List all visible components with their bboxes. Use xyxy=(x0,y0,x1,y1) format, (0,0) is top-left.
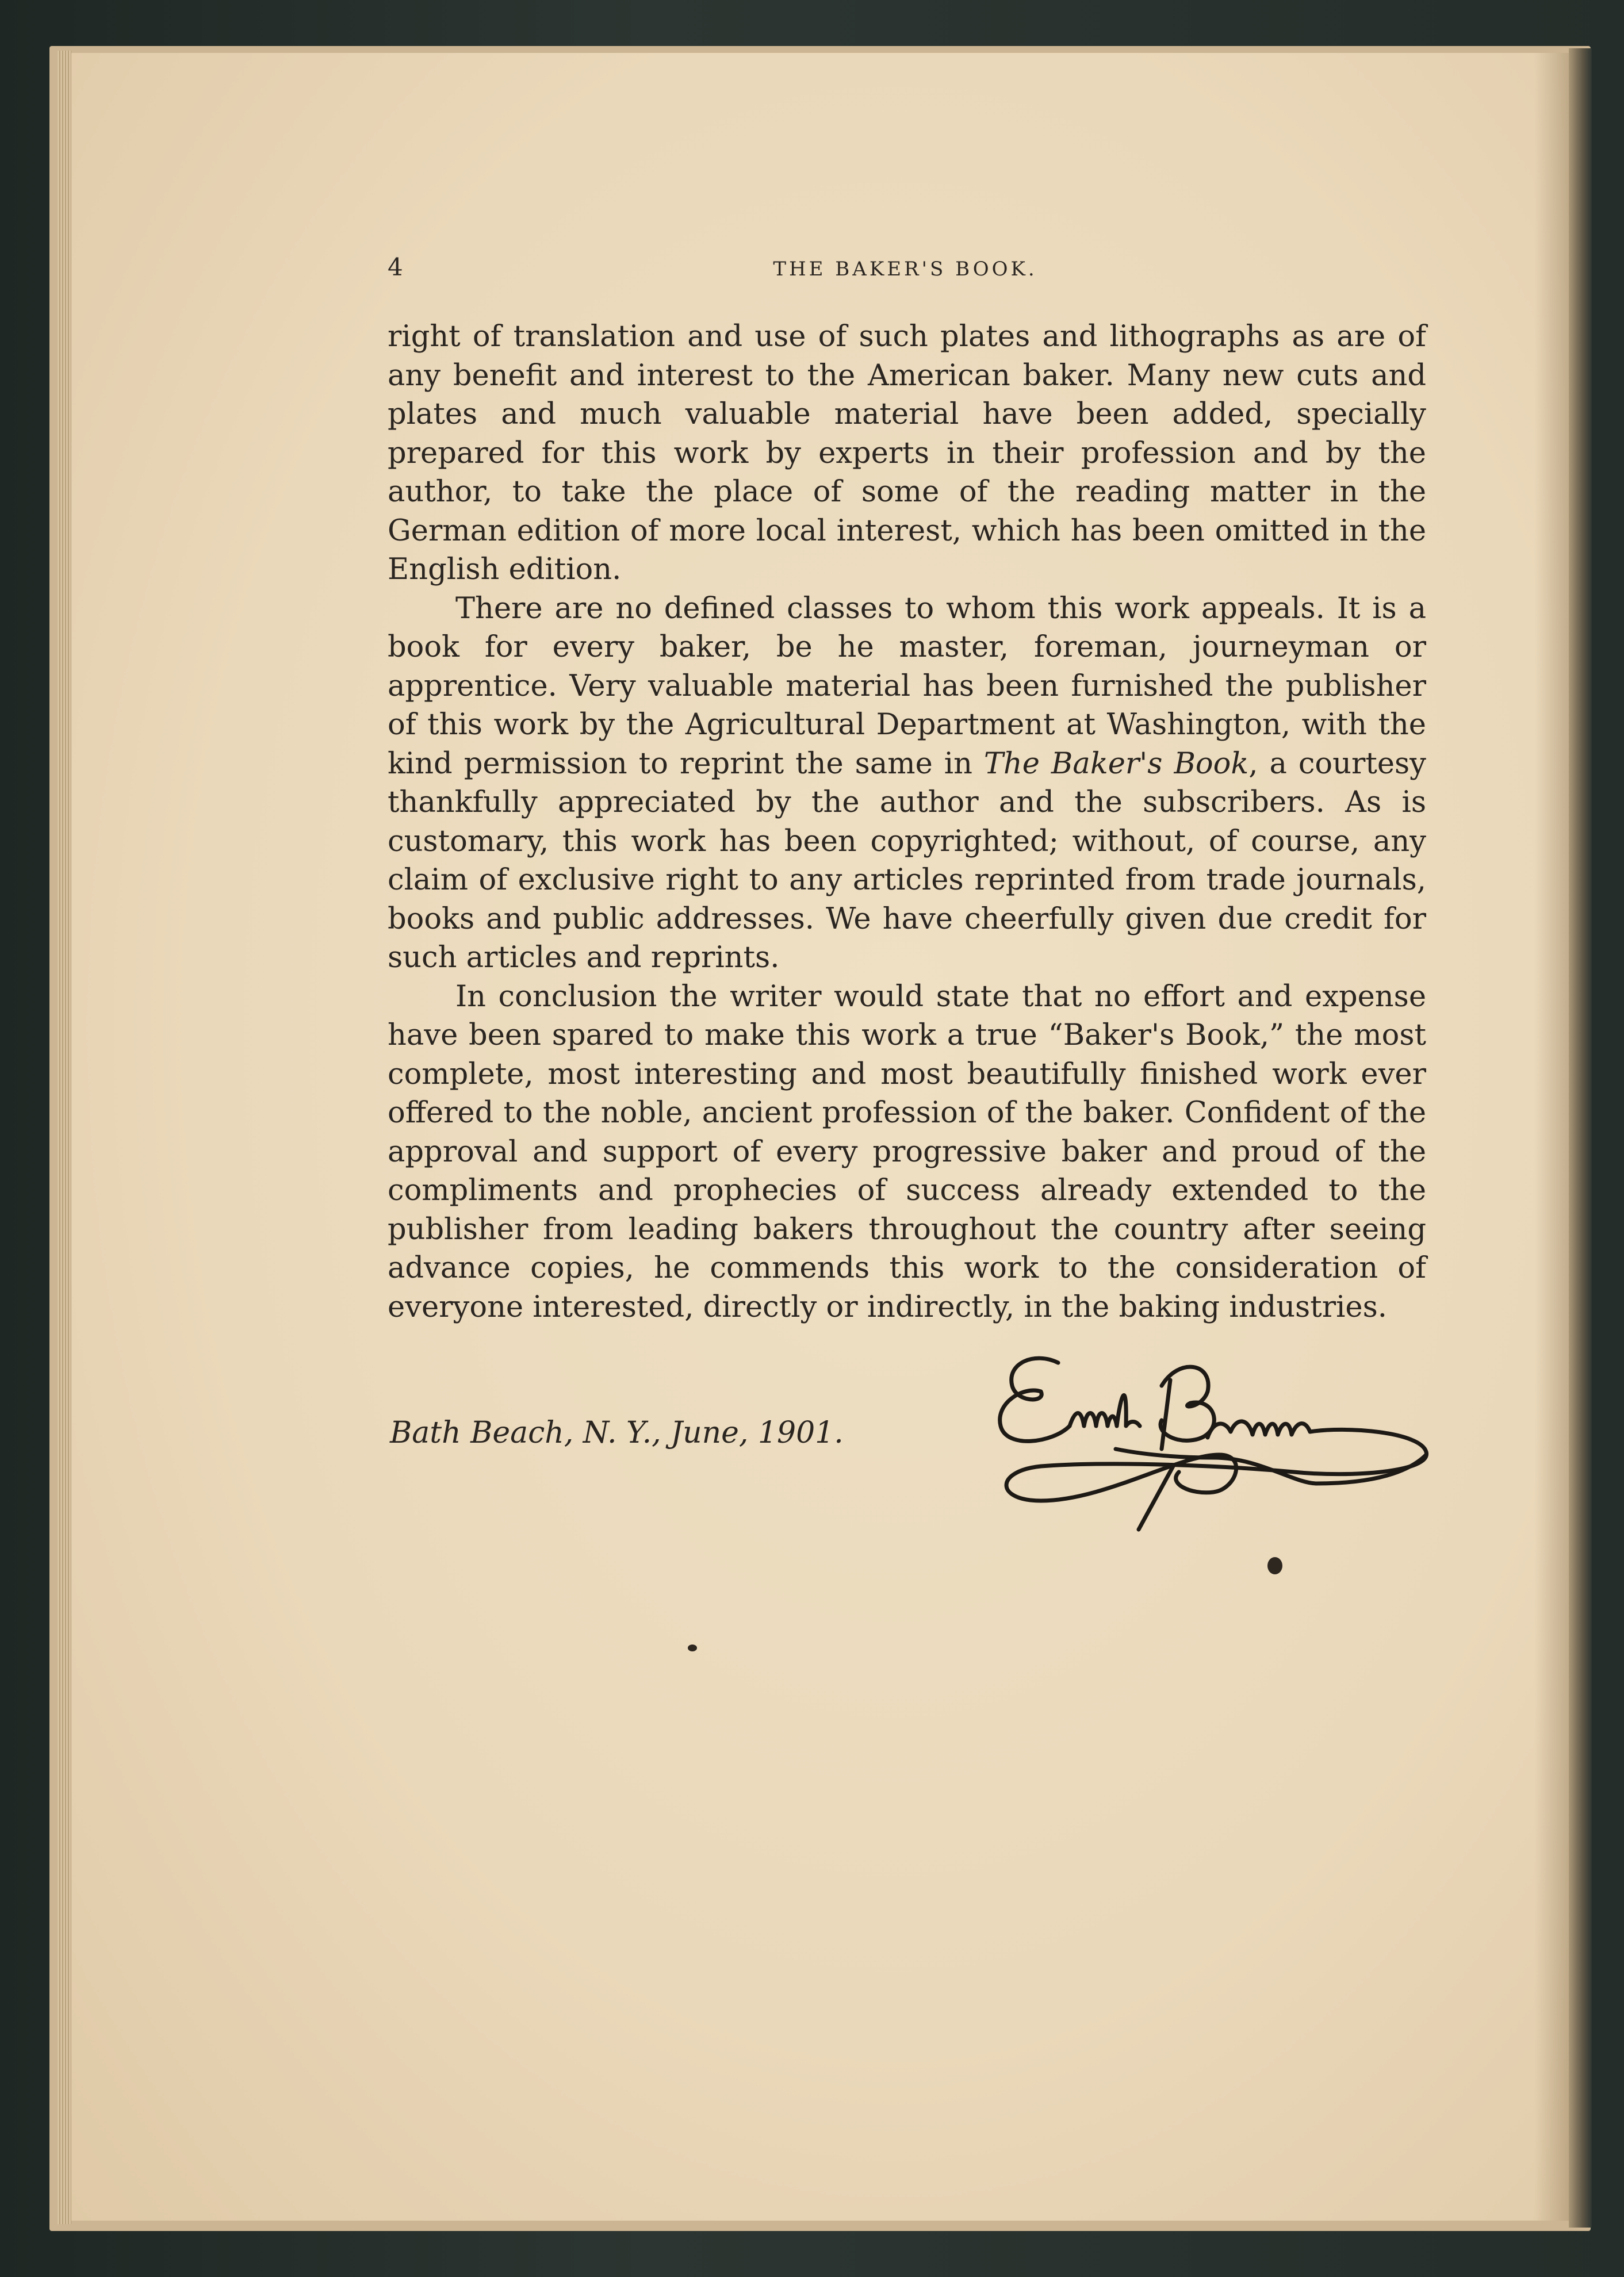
ink-spot xyxy=(688,1644,697,1651)
body-text xyxy=(388,317,1426,1327)
dateline: Bath Beach, N. Y., June, 1901. xyxy=(390,1416,844,1450)
paragraph-1: right of translation and use of such plates and lithographs as are of any benefit and interest to the American baker. Many new cuts and plates and much valuable material have been added, specially prepared for this work by experts in their profession and by the author, to take the place of some of the reading matter in the German edition of more local interest, which has been omitted in the English edition. xyxy=(388,320,1426,586)
page-header xyxy=(388,253,1423,288)
page-gutter xyxy=(1534,53,1569,2221)
paragraph-3: In conclusion the writer would state that no effort and expense have been spared to make this work a true “Baker's Book,” the most complete, most interesting and most beautifully finished work ever offered to the noble, ancient profession of the baker. Confident of the approval and support of every progressive baker and proud of the compliments and prophecies of success already extended to the publisher from leading bakers throughout the country after seeing advance copies, he commends this work to the consideration of everyone interested, directly or indirectly, in the baking industries. xyxy=(388,979,1426,1324)
paragraph-2 xyxy=(388,589,1426,977)
page-number: 4 xyxy=(388,253,403,281)
page-edges xyxy=(58,51,71,2224)
signature xyxy=(972,1340,1443,1547)
running-head: THE BAKER'S BOOK. xyxy=(773,258,1037,281)
book-spine-edge xyxy=(1569,48,1592,2228)
book-title-italic: The Baker's Book xyxy=(983,746,1249,781)
ink-spot xyxy=(1267,1557,1282,1574)
paragraph-2-part-2: , a courtesy thankfully appreciated by the author and the subscribers. As is customary, this work has been copyrighted; without, of course, any claim of exclusive right to any articles reprinted from trade journals, books and public addresses. We have cheerfully given due credit for such articles and reprints. xyxy=(388,746,1426,975)
paragraph-2-part-1: There are no defined classes to whom this work appeals. It is a book for every baker, be he master, foreman, journeyman or apprentice. Very valuable material has been furnished the publisher of this work by the Agricultural Department at Washington, with the kind permission to reprint the same in xyxy=(388,591,1426,781)
